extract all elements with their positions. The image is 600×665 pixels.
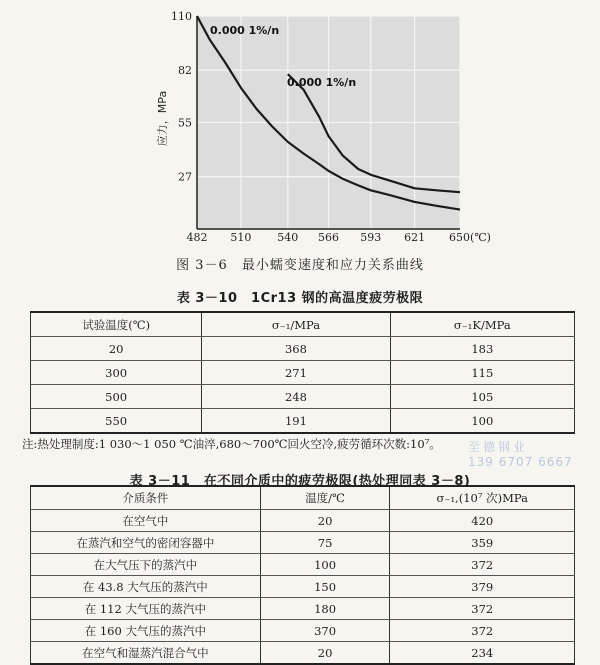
table1-row [31,385,575,409]
table1-cell: 183 [390,337,574,361]
table2-cell: 372 [390,598,575,620]
medium-fatigue-table [30,485,575,665]
table2-header: σ₋₁,(10⁷ 次)MPa [390,486,575,510]
y-tick-label: 55 [178,116,192,130]
table1-cell: 550 [31,409,202,434]
table1-row [31,337,575,361]
table2-title: 表 3－11 在不同介质中的疲劳极限(热处理同表 3－8) [129,474,471,489]
table2-cell: 359 [390,532,575,554]
series-label: 0.000 1%/n [287,76,357,89]
figure-caption: 图 3－6 最小蠕变速度和应力关系曲线 [176,258,424,273]
table2-cell: 在 112 大气压的蒸汽中 [31,598,261,620]
table2-cell: 20 [260,642,390,665]
table1-cell: 191 [202,409,390,434]
table2-row [31,642,575,665]
x-tick-label: 510 [230,231,252,244]
x-tick-label: 621 [404,231,426,244]
table1-row [31,361,575,385]
table1-cell: 368 [202,337,390,361]
table2-row [31,554,575,576]
table2-cell: 75 [260,532,390,554]
table2-cell: 100 [260,554,390,576]
table2-cell: 在 43.8 大气压的蒸汽中 [31,576,261,598]
table2-row [31,620,575,642]
table1-cell: 100 [390,409,574,434]
y-tick-label: 82 [178,64,192,78]
table1-cell: 300 [31,361,202,385]
table2-header: 温度/℃ [260,486,390,510]
table1-row [31,409,575,434]
table1-cell: 248 [202,385,390,409]
series-label: 0.000 1%/n [210,24,280,37]
table1-cell: 115 [390,361,574,385]
y-tick-label: 110 [171,10,192,23]
table1-header: σ₋₁/MPa [202,312,390,337]
x-tick-label: 482 [186,231,208,244]
watermark-line2: 139 6707 6667 [468,455,573,469]
x-tick-label: 566 [318,231,339,244]
table1-cell: 105 [390,385,574,409]
table2-cell: 20 [260,510,390,532]
table2-cell: 在大气压下的蒸汽中 [31,554,261,576]
x-tick-label: 593 [360,231,382,244]
x-tick-label: 650(℃) [449,231,491,244]
table2-cell: 372 [390,554,575,576]
fatigue-limit-table [30,311,575,434]
watermark-line1: 至德钢业 [468,440,529,454]
table2-row [31,598,575,620]
table2-cell: 420 [390,510,575,532]
table1-cell: 271 [202,361,390,385]
table2-row [31,532,575,554]
table2-cell: 在 160 大气压的蒸汽中 [31,620,261,642]
table2-header: 介质条件 [31,486,261,510]
table2-cell: 在空气中 [31,510,261,532]
table2-row [31,510,575,532]
table2-cell: 372 [390,620,575,642]
y-tick-label: 27 [178,170,192,184]
table1-note: 注:热处理制度:1 030～1 050 ℃油淬,680～700℃回火空冷,疲劳循环次数:10⁷。 [22,437,441,451]
table1-header: σ₋₁K/MPa [390,312,574,337]
table1-header: 试验温度(℃) [31,312,202,337]
table1-title: 表 3－10 1Cr13 钢的高温度疲劳极限 [176,291,424,306]
table2-cell: 234 [390,642,575,665]
chart-grid [197,16,460,229]
table1-cell: 500 [31,385,202,409]
table2-cell: 180 [260,598,390,620]
table2-cell: 150 [260,576,390,598]
table2-cell: 379 [390,576,575,598]
table1-cell: 20 [31,337,202,361]
x-tick-label: 540 [277,231,299,244]
table2-header-row [31,486,575,510]
y-axis-label: 应力，MPa [156,90,169,147]
table2-cell: 370 [260,620,390,642]
table2-row [31,576,575,598]
table2-cell: 在蒸汽和空气的密闭容器中 [31,532,261,554]
stress-creep-chart [0,0,600,250]
table2-cell: 在空气和湿蒸汽混合气中 [31,642,261,665]
table1-header-row [31,312,575,337]
